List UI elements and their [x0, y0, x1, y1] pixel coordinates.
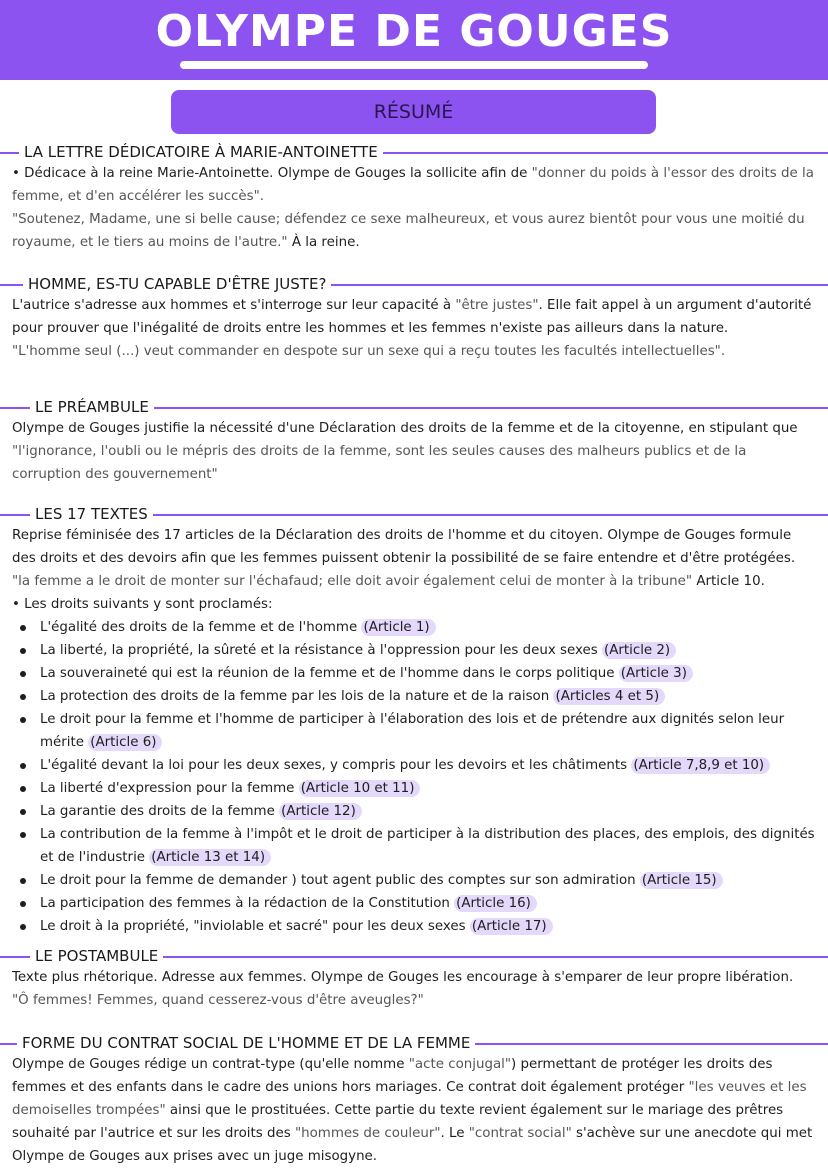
- paragraph: • Dédicace à la reine Marie-Antoinette. Olympe de Gouges la sollicite afin de: [12, 166, 532, 181]
- section-heading: [0, 1033, 828, 1053]
- article-reference: (Article 2): [602, 642, 676, 659]
- section-title: HOMME, ES-TU CAPABLE D'ÊTRE JUSTE?: [23, 274, 331, 294]
- section-heading: [0, 504, 828, 524]
- list-item: La liberté d'expression pour la femme (Article 10 et 11): [40, 777, 828, 800]
- title-underline: [180, 61, 648, 69]
- quote: "acte conjugal": [408, 1057, 512, 1072]
- paragraph: ) permettant de protéger les droits des femmes et des enfants dans le cadre des unions hors mariages. Ce contrat doit également protéger: [12, 1057, 773, 1095]
- list-item: L'égalité des droits de la femme et de l'homme (Article 1): [40, 616, 828, 639]
- list-item: Le droit pour la femme de demander ) tout agent public des comptes sur son admiration (Article 15): [40, 869, 828, 892]
- article-reference: (Article 6): [88, 734, 162, 751]
- section-lettre-dedicatoire: [0, 142, 828, 254]
- article-reference: (Article 17): [470, 918, 553, 935]
- quote: "être justes": [455, 298, 539, 313]
- section-postambule: [0, 946, 828, 1012]
- paragraph: Article 10.: [692, 574, 765, 589]
- article-reference: (Articles 4 et 5): [553, 688, 665, 705]
- section-homme-juste: [0, 274, 828, 363]
- list-item: Le droit à la propriété, "inviolable et sacré" pour les deux sexes (Article 17): [40, 915, 828, 938]
- list-item: La contribution de la femme à l'impôt et le droit de participer à la distribution des places, des emplois, des dignités et de l'industrie (Article 13 et 14): [40, 823, 828, 869]
- article-reference: (Article 16): [454, 895, 537, 912]
- section-heading: [0, 274, 828, 294]
- list-item: Le droit pour la femme et l'homme de participer à l'élaboration des lois et de prétendre aux dignités selon leur mérite (Article 6): [40, 708, 828, 754]
- paragraph: s'achève sur une anecdote qui met Olympe de Gouges aux prises avec un juge misogyne.: [12, 1126, 813, 1164]
- resume-label: RÉSUMÉ: [171, 90, 656, 134]
- section-title: LA LETTRE DÉDICATOIRE À MARIE-ANTOINETTE: [19, 142, 383, 162]
- paragraph: Olympe de Gouges justifie la nécessité d'une Déclaration des droits de la femme et de la citoyenne, en stipulant que: [12, 421, 798, 436]
- articles-list: [0, 616, 828, 938]
- list-item: La liberté, la propriété, la sûreté et la résistance à l'oppression pour les deux sexes (Article 2): [40, 639, 828, 662]
- section-heading: [0, 946, 828, 966]
- list-item: L'égalité devant la loi pour les deux sexes, y compris pour les devoirs et les châtiments (Article 7,8,9 et 10): [40, 754, 828, 777]
- list-item: La participation des femmes à la rédaction de la Constitution (Article 16): [40, 892, 828, 915]
- section-title: LES 17 TEXTES: [30, 504, 153, 524]
- quote: "hommes de couleur": [294, 1126, 441, 1141]
- article-reference: (Article 12): [279, 803, 362, 820]
- section-preambule: [0, 397, 828, 486]
- quote: "la femme a le droit de monter sur l'échafaud; elle doit avoir également celui de monter à la tribune": [12, 574, 693, 589]
- section-heading: [0, 397, 828, 417]
- article-reference: (Article 3): [619, 665, 693, 682]
- quote: "Soutenez, Madame, une si belle cause; défendez ce sexe malheureux, et vous aurez bientôt pour vous une moitié du royaume, et le tiers au moins de l'autre.": [12, 212, 805, 250]
- list-item: La protection des droits de la femme par les lois de la nature et de la raison (Articles 4 et 5): [40, 685, 828, 708]
- article-reference: (Article 15): [640, 872, 723, 889]
- list-item: La souveraineté qui est la réunion de la femme et de l'homme dans le corps politique (Article 3): [40, 662, 828, 685]
- paragraph: À la reine.: [287, 235, 360, 250]
- quote: "L'homme seul (...) veut commander en despote sur un sexe qui a reçu toutes les facultés intellectuelles".: [12, 344, 726, 359]
- section-17-textes: [0, 504, 828, 938]
- paragraph: • Les droits suivants y sont proclamés:: [12, 597, 273, 612]
- section-title: FORME DU CONTRAT SOCIAL DE L'HOMME ET DE LA FEMME: [17, 1033, 475, 1053]
- section-title: LE POSTAMBULE: [30, 946, 163, 966]
- quote: "Ô femmes! Femmes, quand cesserez-vous d'être aveugles?": [12, 993, 424, 1008]
- quote: "contrat social": [468, 1126, 572, 1141]
- paragraph: . Elle fait appel à un argument d'autorité pour prouver que l'inégalité de droits entre les hommes et les femmes n'existe pas ailleurs dans la nature.: [12, 298, 812, 336]
- quote: "donner du poids à l'essor des droits de la femme, et d'en accélérer les succès".: [12, 166, 814, 204]
- article-reference: (Article 13 et 14): [149, 849, 271, 866]
- section-contrat-social: [0, 1033, 828, 1168]
- section-title: LE PRÉAMBULE: [30, 397, 154, 417]
- list-item: La garantie des droits de la femme (Article 12): [40, 800, 828, 823]
- article-reference: (Article 7,8,9 et 10): [631, 757, 770, 774]
- article-reference: (Article 10 et 11): [299, 780, 421, 797]
- quote: "l'ignorance, l'oubli ou le mépris des droits de la femme, sont les seules causes des malheurs publics et de la corruption des gouvernement": [12, 444, 747, 482]
- paragraph: Texte plus rhétorique. Adresse aux femmes. Olympe de Gouges les encourage à s'emparer de leur propre libération.: [12, 970, 794, 985]
- article-reference: (Article 1): [361, 619, 435, 636]
- quote: "les veuves et les demoiselles trompées": [12, 1080, 807, 1118]
- title-banner: [0, 0, 828, 80]
- paragraph: Reprise féminisée des 17 articles de la Déclaration des droits de l'homme et du citoyen. Olympe de Gouges formule des droits et des devoirs afin que les femmes puissent obtenir la possibilité de se faire entendre et d'être protégées.: [12, 528, 796, 566]
- paragraph: ainsi que le prostituées. Cette partie du texte revient également sur le mariage des prêtres souhaité par l'autrice et sur les droits des: [12, 1103, 784, 1141]
- section-heading: [0, 142, 828, 162]
- paragraph: L'autrice s'adresse aux hommes et s'interroge sur leur capacité à: [12, 298, 456, 313]
- paragraph: Olympe de Gouges rédige un contrat-type (qu'elle nomme: [12, 1057, 409, 1072]
- page-title: OLYMPE DE GOUGES: [155, 6, 673, 57]
- paragraph: . Le: [440, 1126, 469, 1141]
